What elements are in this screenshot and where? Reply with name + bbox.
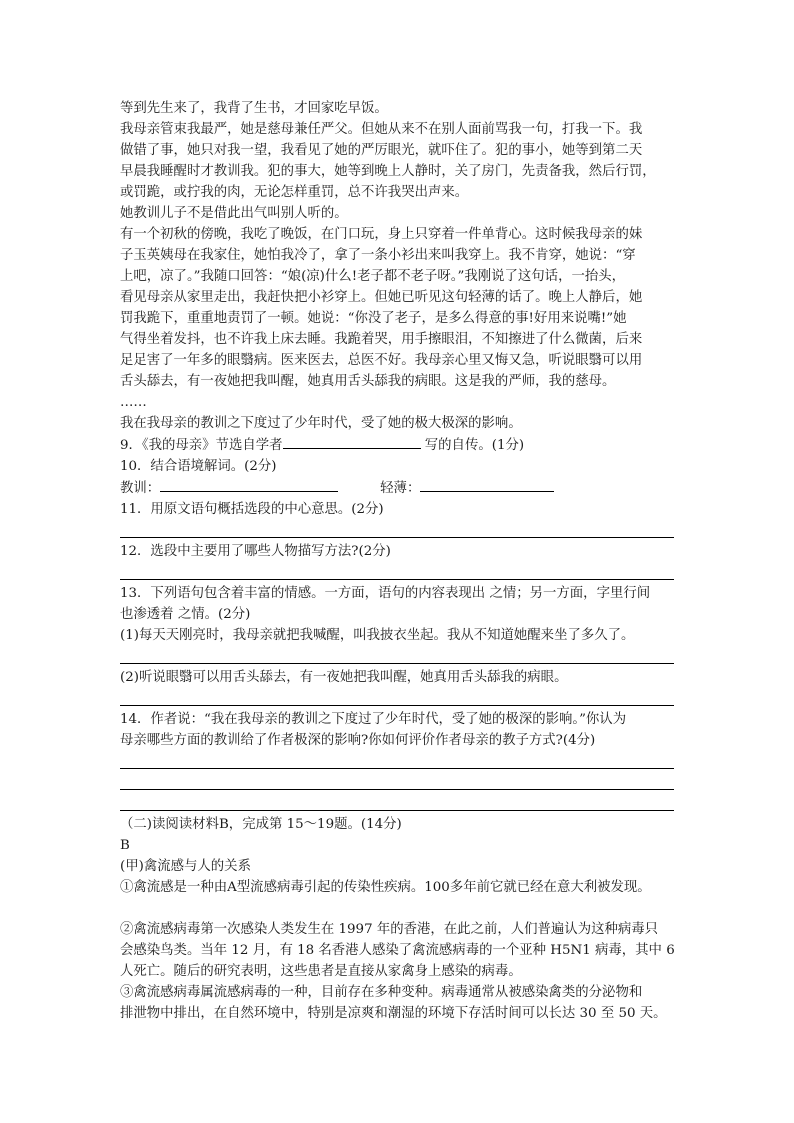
- answer-line[interactable]: [120, 646, 680, 667]
- text-line: 舌头舔去，有一夜她把我叫醒，她真用舌头舔我的病眼。这是我的严师，我的慈母。: [120, 374, 616, 389]
- term-qingbo-label: 轻薄：: [380, 481, 421, 496]
- question-9-suffix: 写的自传。(1分): [424, 438, 525, 453]
- question-9-prefix: 9．《我的母亲》节选自学者: [120, 438, 283, 453]
- question-13-cont: 也渗透着 之情。(2分): [120, 607, 251, 622]
- text-line: 我在我母亲的教训之下度过了少年时代，受了她的极大极深的影响。: [120, 416, 522, 431]
- paragraph-3: ③禽流感病毒属流感病毒的一种，目前存在多种变种。病毒通常从被感染禽类的分泌物和: [120, 985, 643, 1000]
- text-line: 气得坐着发抖，也不许我上床去睡。我跪着哭，用手擦眼泪，不知擦进了什么微菌，后来: [120, 332, 643, 347]
- answer-blank-author[interactable]: [283, 434, 421, 449]
- question-14: 14．作者说：“我在我母亲的教训之下度过了少年时代，受了她的极深的影响。”你认为: [120, 712, 627, 727]
- text-line: 看见母亲从家里走出，我赶快把小衫穿上。但她已听见这句轻薄的话了。晚上人静后，她: [120, 290, 643, 305]
- text-line: 足足害了一年多的眼翳病。医来医去，总医不好。我母亲心里又悔又急，听说眼翳可以用: [120, 353, 643, 368]
- text-line: 罚我跪下，重重地责罚了一顿。她说：“你没了老子，是多么得意的事!好用来说嘴!”她: [120, 311, 627, 326]
- text-line: 或罚跪，或拧我的肉，无论怎样重罚，总不许我哭出声来。: [120, 185, 469, 200]
- question-10-answers: [120, 477, 680, 499]
- paragraph-3: 排泄物中排出，在自然环境中，特别是凉爽和潮湿的环境下存活时间可以长达 30 至 50 天。: [120, 1006, 667, 1021]
- question-10: 10．结合语境解词。(2分): [120, 459, 277, 474]
- answer-blank-qingbo[interactable]: [420, 477, 554, 492]
- question-11: 11．用原文语句概括选段的中心意思。(2分): [120, 502, 384, 517]
- answer-blank-jiaoxun[interactable]: [160, 477, 338, 492]
- text-line: 我母亲管束我最严，她是慈母兼任严父。但她从来不在别人面前骂我一句，打我一下。我: [120, 122, 643, 137]
- paragraph-2: 人死亡。随后的研究表明，这些患者是直接从家禽身上感染的病毒。: [120, 964, 522, 979]
- question-9: [120, 434, 680, 456]
- paragraph-2: ②禽流感病毒第一次感染人类发生在 1997 年的香港，在此之前，人们普遍认为这种病毒只: [120, 922, 659, 937]
- material-subtitle: (甲)禽流感与人的关系: [120, 859, 251, 874]
- question-13-item-2: (2)听说眼翳可以用舌头舔去，有一夜她把我叫醒，她真用舌头舔我的病眼。: [120, 670, 568, 685]
- text-line: 上吧，凉了。”我随口回答：“娘(凉)什么!老子都不老子呀。”我刚说了这句话，一抬头，: [120, 269, 626, 284]
- ellipsis: ……: [120, 395, 147, 410]
- text-line: 早晨我睡醒时才教训我。犯的事大，她等到晚上人静时，关了房门，先责备我，然后行罚，: [120, 164, 656, 179]
- text-line: 她教训儿子不是借此出气叫别人听的。: [120, 206, 348, 221]
- material-label: B: [120, 838, 130, 853]
- paragraph-2: 会感染鸟类。当年 12 月，有 18 名香港人感染了禽流感病毒的一个亚种 H5N1 病毒，其中 6: [120, 943, 675, 958]
- answer-line[interactable]: [120, 562, 680, 583]
- answer-line[interactable]: [120, 688, 680, 709]
- question-13-item-1: (1)每天天刚亮时，我母亲就把我喊醒，叫我披衣坐起。我从不知道她醒来坐了多久了。: [120, 628, 635, 643]
- question-12: 12．选段中主要用了哪些人物描写方法?(2分): [120, 544, 391, 559]
- question-13: 13．下列语句包含着丰富的情感。一方面，语句的内容表现出 之情；另一方面，字里行间: [120, 586, 651, 601]
- question-14-cont: 母亲哪些方面的教训给了作者极深的影响?你如何评价作者母亲的教子方式?(4分): [120, 733, 596, 748]
- text-line: 做错了事，她只对我一望，我看见了她的严厉眼光，就吓住了。犯的事小，她等到第二天: [120, 143, 643, 158]
- section-heading: （二)读阅读材料B，完成第 15～19题。(14分): [120, 817, 402, 832]
- term-jiaoxun-label: 教训：: [120, 481, 161, 496]
- text-line: 等到先生来了，我背了生书，才回家吃早饭。: [120, 101, 388, 116]
- answer-line[interactable]: [120, 751, 680, 772]
- answer-line[interactable]: [120, 793, 680, 814]
- document-page: [120, 98, 680, 1024]
- answer-line[interactable]: [120, 520, 680, 541]
- text-line: 子玉英姨母在我家住，她怕我冷了，拿了一条小衫出来叫我穿上。我不肯穿，她说：“穿: [120, 248, 636, 263]
- paragraph-1: ①禽流感是一种由A型流感病毒引起的传染性疾病。100多年前它就已经在意大利被发现。: [120, 880, 651, 895]
- answer-line[interactable]: [120, 772, 680, 793]
- text-line: 有一个初秋的傍晚，我吃了晚饭，在门口玩，身上只穿着一件单背心。这时候我母亲的妹: [120, 227, 643, 242]
